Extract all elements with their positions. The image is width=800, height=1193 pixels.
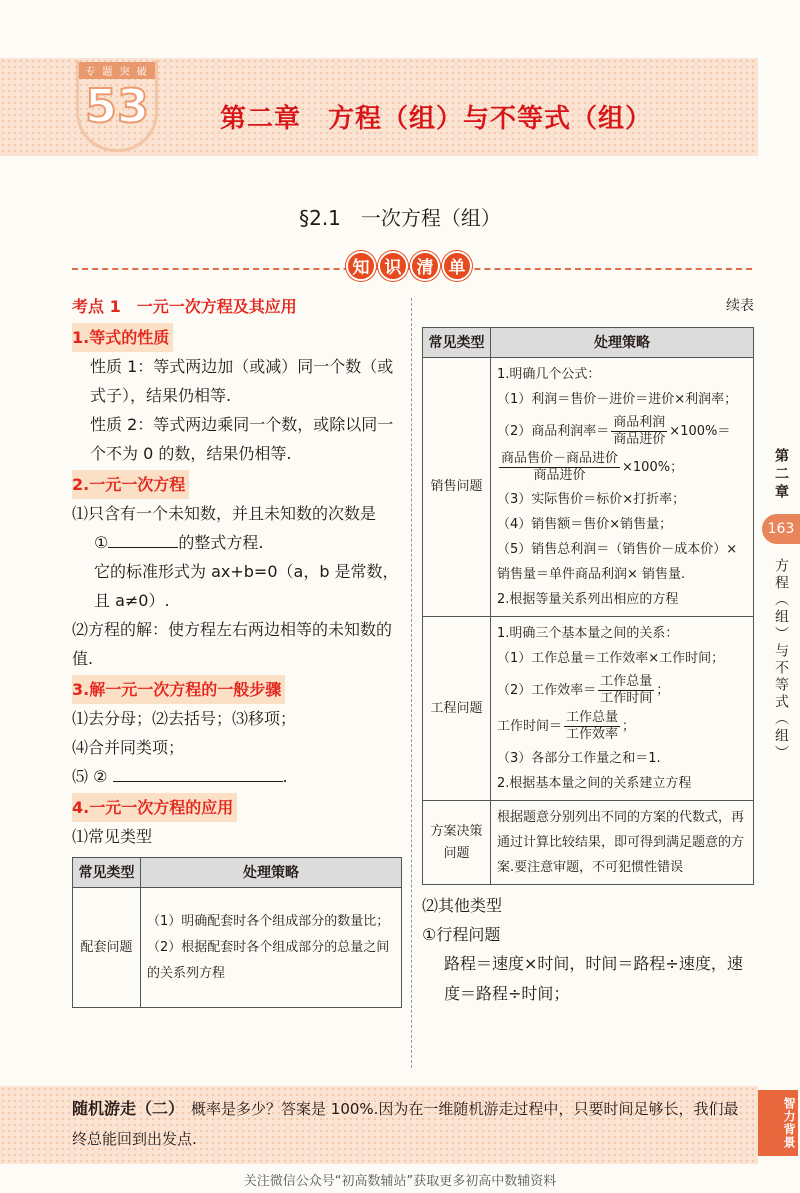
formula-text: ； bbox=[622, 719, 636, 734]
formula-text: （2）商品利润率＝ bbox=[497, 424, 610, 439]
answer-blank-2[interactable] bbox=[113, 764, 283, 782]
logo-top-text: 专 题 突 破 bbox=[79, 62, 155, 79]
fraction-denominator: 商品进价 bbox=[533, 468, 586, 483]
category-plan-decision: 方案决策问题 bbox=[423, 801, 491, 885]
strategy-table-left bbox=[72, 857, 402, 1008]
table-row bbox=[423, 358, 754, 617]
heading-equation-properties: 1.等式的性质 bbox=[72, 323, 173, 352]
steps-1: ⑴去分母；⑵去括号；⑶移项； bbox=[72, 709, 297, 728]
trivia-box bbox=[72, 1094, 744, 1154]
travel-problem-label: ①行程问题 bbox=[422, 925, 501, 944]
page-number: 163 bbox=[762, 514, 800, 544]
chapter-side-tab bbox=[762, 448, 800, 858]
answer-blank-1[interactable] bbox=[108, 530, 178, 548]
table-header-strategy: 处理策略 bbox=[141, 858, 402, 888]
definition-end: 的整式方程. bbox=[178, 533, 264, 552]
logo-number: 53 bbox=[84, 79, 149, 133]
step-5-label: ⑸ ② bbox=[72, 767, 108, 786]
strategy-line: （4）销售额＝售价×销售量； bbox=[497, 517, 673, 532]
strategy-line bbox=[497, 674, 747, 707]
standard-form: 它的标准形式为 ax+b=0（a，b 是常数，且 a≠0）. bbox=[94, 562, 399, 610]
continued-label: 续表 bbox=[726, 298, 754, 314]
strategy-line: （3）各部分工作量之和＝1. bbox=[497, 751, 661, 766]
blank-number: ① bbox=[94, 533, 109, 552]
strategy-cell bbox=[491, 617, 754, 801]
heading-applications: 4.一元一次方程的应用 bbox=[72, 793, 237, 822]
strategy-cell: 根据题意分别列出不同的方案的代数式，再通过计算比较结果，即可得到满足题意的方案.要注意审题，不可犯惯性错误 bbox=[491, 801, 754, 885]
strategy-line bbox=[497, 451, 747, 484]
table-row bbox=[423, 617, 754, 801]
heading-solving-steps: 3.解一元一次方程的一般步骤 bbox=[72, 675, 285, 704]
bottom-note: 关注微信公众号“初高数辅站”获取更多初高中数辅资料 bbox=[243, 1174, 557, 1189]
formula-text: ×100%＝ bbox=[669, 424, 731, 439]
logo-53 bbox=[76, 60, 158, 152]
table-header-type: 常见类型 bbox=[423, 328, 491, 358]
strategy-line: （5）销售总利润＝（销售价－成本价）×销售量＝单件商品利润× 销售量. bbox=[497, 542, 738, 582]
formula-text: ； bbox=[656, 683, 670, 698]
formula-text: （2）工作效率＝ bbox=[497, 683, 597, 698]
fraction bbox=[598, 674, 654, 707]
fraction bbox=[564, 710, 620, 743]
strategy-line: 1.明确几个公式： bbox=[497, 367, 601, 382]
heading-linear-equation: 2.一元一次方程 bbox=[72, 470, 189, 499]
key-point-title: 考点 1 一元一次方程及其应用 bbox=[72, 297, 297, 316]
side-chapter-label: 第二章 bbox=[773, 448, 789, 502]
strategy-line: 2.根据等量关系列出相应的方程 bbox=[497, 592, 679, 607]
formula-text: ×100%； bbox=[622, 460, 684, 475]
solution-definition: ⑵方程的解：使方程左右两边相等的未知数的值. bbox=[72, 620, 393, 668]
definition-text: ⑴只含有一个未知数，并且未知数的次数是 bbox=[72, 504, 377, 523]
fraction-numerator: 商品利润 bbox=[613, 415, 666, 430]
fraction-denominator: 工作效率 bbox=[566, 727, 619, 742]
category-matching: 配套问题 bbox=[73, 888, 141, 1008]
strategy-line: （1）明确配套时各个组成部分的数量比； bbox=[147, 913, 390, 929]
step-5-end: . bbox=[282, 767, 288, 786]
fraction bbox=[499, 451, 620, 484]
banner-char: 清 bbox=[410, 251, 440, 281]
strategy-line: （2）根据配套时各个组成部分的总量之间的关系列方程 bbox=[147, 939, 390, 981]
strategy-line bbox=[497, 710, 747, 743]
section-title: §2.1 一次方程（组） bbox=[299, 206, 501, 230]
strategy-line: （1）利润＝售价－进价＝进价×利润率； bbox=[497, 392, 738, 407]
category-sales: 销售问题 bbox=[423, 358, 491, 617]
strategy-line: （1）工作总量＝工作效率×工作时间； bbox=[497, 651, 725, 666]
definition-line bbox=[72, 499, 402, 528]
trivia-title: 随机游走（二） bbox=[72, 1099, 177, 1118]
strategy-cell bbox=[491, 358, 754, 617]
property-2: 性质 2：等式两边乘同一个数，或除以同一个不为 0 的数，结果仍相等. bbox=[90, 415, 394, 463]
column-divider bbox=[411, 298, 412, 1068]
table-header-strategy: 处理策略 bbox=[491, 328, 754, 358]
fraction-denominator: 工作时间 bbox=[600, 691, 653, 706]
strategy-cell bbox=[141, 888, 402, 1008]
right-column bbox=[422, 292, 754, 1009]
strategy-line: （3）实际售价＝标价×打折率； bbox=[497, 492, 686, 507]
common-types-label: ⑴常见类型 bbox=[72, 827, 153, 846]
table-row bbox=[73, 888, 402, 1008]
banner-char: 识 bbox=[378, 251, 408, 281]
fraction-numerator: 工作总量 bbox=[600, 674, 653, 689]
travel-problem-formula: 路程＝速度×时间，时间＝路程÷速度，速度＝路程÷时间； bbox=[444, 954, 743, 1003]
table-header-type: 常见类型 bbox=[73, 858, 141, 888]
left-column bbox=[72, 292, 402, 1008]
banner-char: 知 bbox=[346, 251, 376, 281]
table-row bbox=[423, 801, 754, 885]
strategy-line: 2.根据基本量之间的关系建立方程 bbox=[497, 776, 692, 791]
fraction bbox=[611, 415, 667, 448]
strategy-line bbox=[497, 415, 747, 448]
formula-text: 工作时间＝ bbox=[497, 719, 563, 734]
fraction-numerator: 工作总量 bbox=[566, 710, 619, 725]
property-1: 性质 1：等式两边加（或减）同一个数（或式子），结果仍相等. bbox=[90, 357, 394, 405]
knowledge-list-banner bbox=[346, 251, 472, 281]
category-engineering: 工程问题 bbox=[423, 617, 491, 801]
trivia-text: 概率是多少？答案是 100%.因为在一维随机游走过程中，只要时间足够长，我们最终总能回到出发点. bbox=[72, 1100, 739, 1148]
strategy-line: 1.明确三个基本量之间的关系： bbox=[497, 626, 679, 641]
definition-blank-line bbox=[72, 528, 402, 557]
fraction-numerator: 商品售价－商品进价 bbox=[501, 451, 619, 466]
strategy-table-right bbox=[422, 327, 754, 885]
fraction-denominator: 商品进价 bbox=[613, 432, 666, 447]
other-types-label: ⑵其他类型 bbox=[422, 896, 503, 915]
chapter-title: 第二章 方程（组）与不等式（组） bbox=[220, 104, 653, 134]
steps-3 bbox=[72, 762, 402, 791]
side-topic-label: 方程（组）与不等式（组） bbox=[773, 558, 789, 762]
banner-char: 单 bbox=[442, 251, 472, 281]
steps-2: ⑷合并同类项； bbox=[72, 738, 185, 757]
trivia-tag: 智力背景 bbox=[758, 1090, 798, 1156]
